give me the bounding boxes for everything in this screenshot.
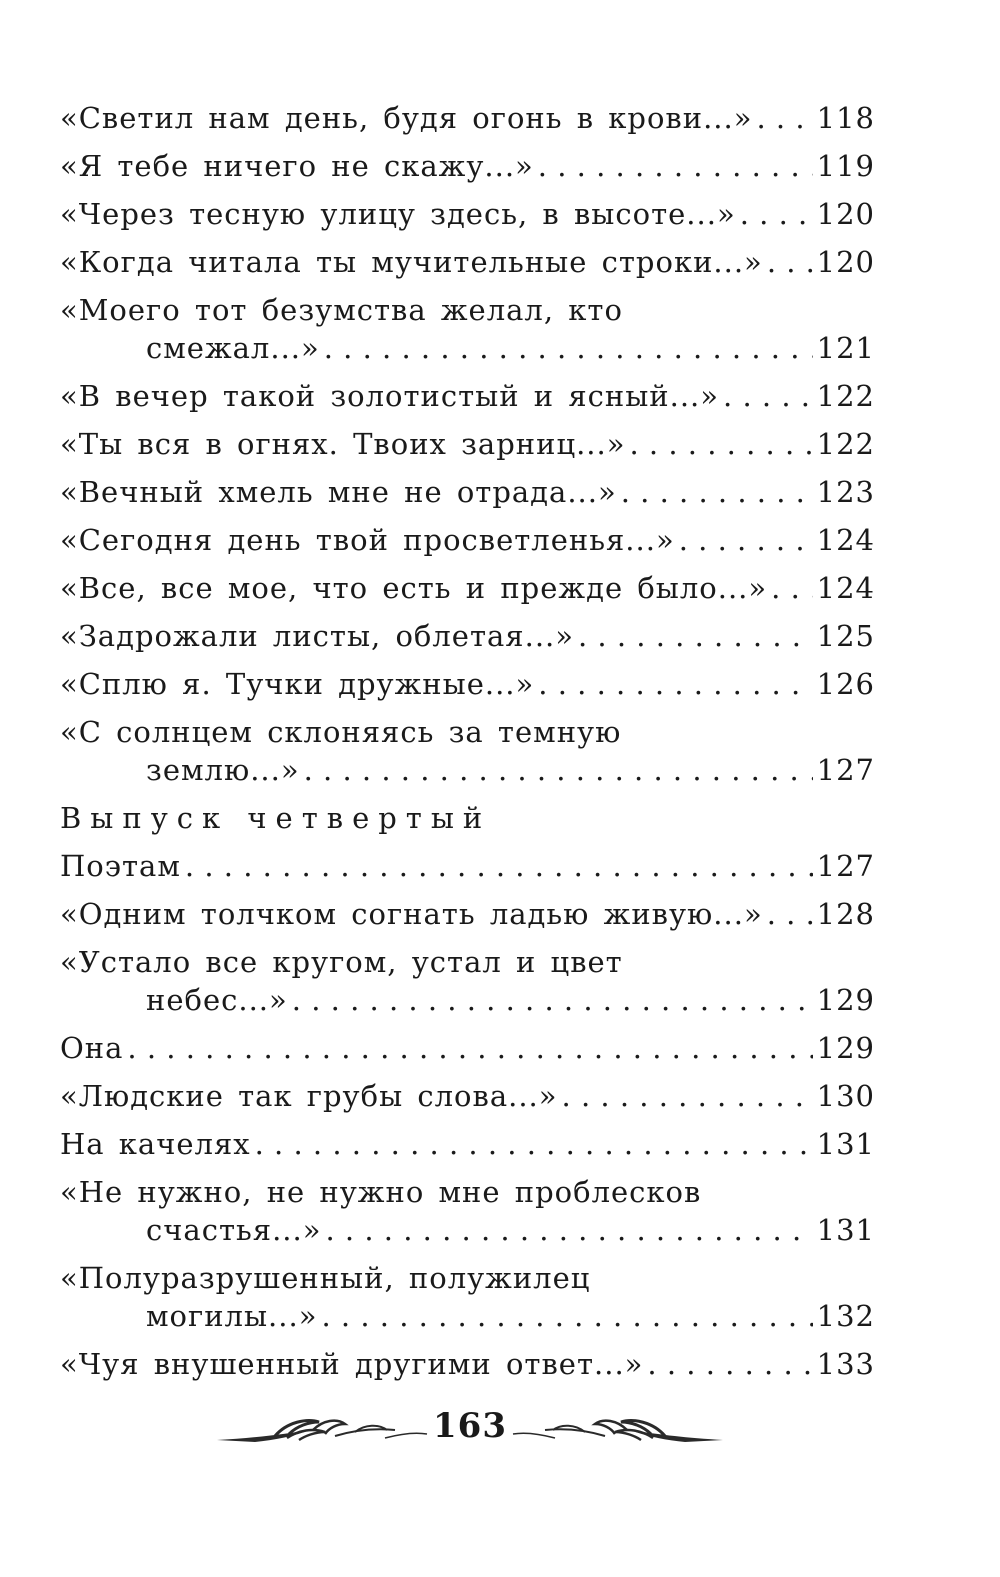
toc-entry-title: «С солнцем склоняясь за темную (60, 715, 622, 749)
toc-entry (60, 938, 875, 1024)
toc-entry-title: «Устало все кругом, устал и цвет (60, 945, 623, 979)
dot-leader (127, 1024, 812, 1072)
toc-entry (60, 190, 875, 238)
toc-entry-line (60, 1024, 875, 1072)
toc-entry-line (60, 564, 875, 612)
toc-page-number: 120 (816, 245, 875, 279)
dot-leader (304, 746, 813, 794)
toc-entry-title: «Через тесную улицу здесь, в высоте...» (60, 197, 736, 231)
toc-entry-title-continuation: смежал...» (146, 331, 320, 365)
toc-entry (60, 468, 875, 516)
toc-entry (60, 142, 875, 190)
toc-page-number: 122 (816, 379, 875, 413)
toc-entry-line (60, 890, 875, 938)
toc-entry (60, 842, 875, 890)
toc-entry-title: «Сплю я. Тучки дружные...» (60, 667, 535, 701)
toc-page-number: 126 (816, 667, 875, 701)
toc-entry-line (60, 842, 875, 890)
toc-page-number: 130 (816, 1079, 875, 1113)
toc-entry-line (60, 746, 875, 794)
toc-page-number: 118 (816, 101, 875, 135)
dot-leader (767, 890, 813, 938)
toc-entry-title: Она (60, 1031, 124, 1065)
toc-entry-line (60, 372, 875, 420)
toc-page-number: 121 (816, 331, 875, 365)
dot-leader (255, 1120, 813, 1168)
toc-entry (60, 1120, 875, 1168)
dot-leader (740, 190, 813, 238)
dot-leader (756, 94, 812, 142)
dot-leader (767, 238, 813, 286)
dot-leader (647, 1340, 812, 1388)
toc-entry-line (60, 94, 875, 142)
toc-entry (60, 238, 875, 286)
dot-leader (292, 976, 813, 1024)
toc-entry (60, 372, 875, 420)
toc-entry-title-continuation: землю...» (146, 753, 300, 787)
page-number: 163 (433, 1406, 507, 1446)
toc-entry-line (60, 420, 875, 468)
toc-entry (60, 1168, 875, 1254)
toc-entry-line (60, 1072, 875, 1120)
toc-page-number: 129 (816, 983, 875, 1017)
toc-page-number: 123 (816, 475, 875, 509)
toc-entry-line (60, 190, 875, 238)
toc-page-number: 127 (816, 753, 875, 787)
toc-entry-line (60, 612, 875, 660)
toc-entry (60, 1340, 875, 1388)
toc-page-number: 128 (816, 897, 875, 931)
toc-entry-line (60, 142, 875, 190)
toc-entry (60, 420, 875, 468)
toc-entry (60, 516, 875, 564)
toc-entry (60, 890, 875, 938)
toc-page-number: 129 (816, 1031, 875, 1065)
dot-leader (771, 564, 812, 612)
toc-entry (60, 1072, 875, 1120)
dot-leader (324, 324, 813, 372)
toc-page-number: 131 (816, 1213, 875, 1247)
toc-entry-title: «В вечер такой золотистый и ясный...» (60, 379, 720, 413)
toc-entry-line (60, 516, 875, 564)
toc-entry-line (60, 1206, 875, 1254)
toc-page-number: 132 (816, 1299, 875, 1333)
dot-leader (538, 142, 813, 190)
toc-page-number: 127 (816, 849, 875, 883)
toc-entry-line (60, 238, 875, 286)
toc-entry-title: «Я тебе ничего не скажу...» (60, 149, 534, 183)
dot-leader (538, 660, 812, 708)
toc-entry (60, 1254, 875, 1340)
toc-entries-before (60, 94, 875, 794)
toc-page-number: 133 (816, 1347, 875, 1381)
toc-entry-title-continuation: небес...» (146, 983, 288, 1017)
toc-entry (60, 564, 875, 612)
toc-entries-after (60, 842, 875, 1388)
toc-entry-title: «Ты вся в огнях. Твоих зарниц...» (60, 427, 626, 461)
toc-page-number: 125 (816, 619, 875, 653)
toc-entry-line (60, 660, 875, 708)
dot-leader (723, 372, 813, 420)
toc-page-number: 119 (816, 149, 875, 183)
toc-entry-title: «Чуя внушенный другими ответ...» (60, 1347, 644, 1381)
toc-entry-line (60, 1120, 875, 1168)
toc-entry-line (60, 1340, 875, 1388)
toc-entry-title: «Вечный хмель мне не отрада...» (60, 475, 617, 509)
toc-entry-line (60, 324, 875, 372)
section-heading: Выпуск четвертый (60, 801, 492, 835)
toc-entry-title: «Людские так грубы слова...» (60, 1079, 558, 1113)
dot-leader (321, 1292, 812, 1340)
toc-entry-title-continuation: могилы...» (146, 1299, 318, 1333)
toc-entry-title: «Сегодня день твой просветленья...» (60, 523, 675, 557)
toc-page-number: 124 (816, 523, 875, 557)
dot-leader (325, 1206, 812, 1254)
toc-entry-title: «Все, все мое, что есть и прежде было...» (60, 571, 768, 605)
toc-entry-title: Поэтам (60, 849, 181, 883)
table-of-contents (60, 94, 875, 1388)
toc-entry-title: «Задрожали листы, облетая...» (60, 619, 574, 653)
toc-entry (60, 1024, 875, 1072)
toc-page-number: 131 (816, 1127, 875, 1161)
dot-leader (679, 516, 813, 564)
toc-entry-title: «Моего тот безумства желал, кто (60, 293, 623, 327)
dot-leader (185, 842, 813, 890)
toc-entry-title: «Одним толчком согнать ладью живую...» (60, 897, 763, 931)
toc-entry-title: На качелях (60, 1127, 251, 1161)
toc-entry-title: «Не нужно, не нужно мне проблесков (60, 1175, 702, 1209)
dot-leader (629, 420, 812, 468)
toc-entry (60, 708, 875, 794)
dot-leader (578, 612, 813, 660)
dot-leader (562, 1072, 813, 1120)
toc-page-number: 122 (816, 427, 875, 461)
toc-entry-line (60, 468, 875, 516)
toc-entry (60, 94, 875, 142)
toc-page-number: 120 (816, 197, 875, 231)
toc-entry-title: «Светил нам день, будя огонь в крови...» (60, 101, 753, 135)
toc-entry-line (60, 1292, 875, 1340)
toc-entry-title: «Когда читала ты мучительные строки...» (60, 245, 763, 279)
toc-entry-title-continuation: счастья...» (146, 1213, 322, 1247)
dot-leader (621, 468, 813, 516)
toc-entry (60, 660, 875, 708)
page-footer (215, 1400, 725, 1460)
toc-page-number: 124 (816, 571, 875, 605)
toc-entry-line (60, 976, 875, 1024)
toc-entry-title: «Полуразрушенный, полужилец (60, 1261, 591, 1295)
toc-entry (60, 286, 875, 372)
toc-entry (60, 612, 875, 660)
